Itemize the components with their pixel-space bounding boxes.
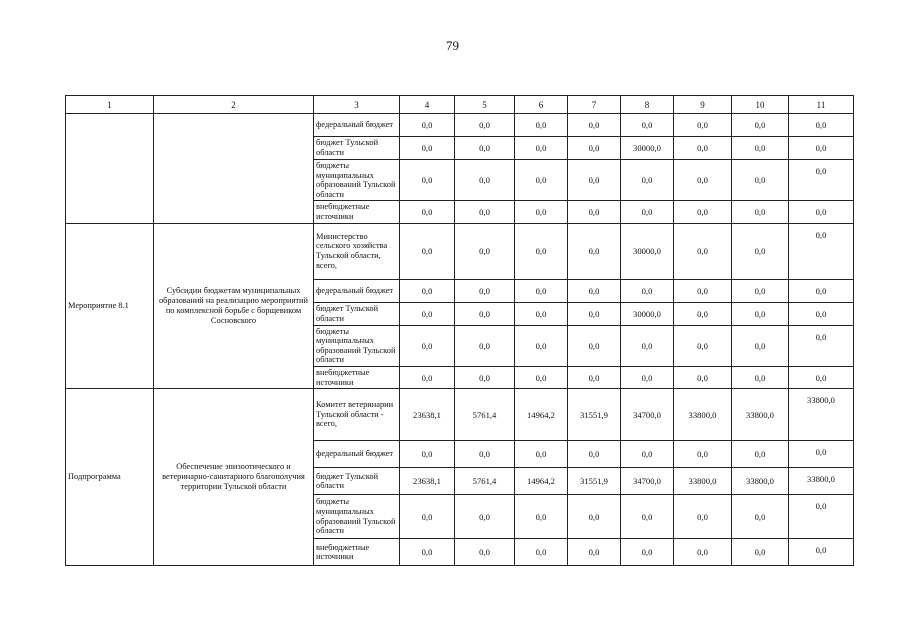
header-cell: 3 [314, 96, 400, 114]
amount-cell: 0,0 [455, 114, 515, 137]
amount-cell: 0,0 [732, 441, 789, 468]
amount-cell: 0,0 [732, 495, 789, 539]
amount-cell: 0,0 [400, 223, 455, 279]
amount-cell: 0,0 [732, 302, 789, 325]
amount-cell: 0,0 [455, 539, 515, 566]
amount-cell: 0,0 [674, 325, 732, 366]
event-cell: Подпрограмма [66, 389, 154, 566]
amount-cell: 0,0 [789, 160, 854, 201]
amount-cell: 0,0 [568, 201, 621, 223]
amount-cell: 0,0 [515, 201, 568, 223]
amount-cell: 0,0 [515, 366, 568, 388]
amount-cell: 0,0 [568, 160, 621, 201]
description-cell: Субсидии бюджетам муниципальных образований на реализацию мероприятий по комплексной борьбе с борщевиком Сосновского [154, 223, 314, 389]
amount-cell: 0,0 [455, 325, 515, 366]
amount-cell: 0,0 [674, 160, 732, 201]
amount-cell: 0,0 [515, 279, 568, 302]
amount-cell: 23638,1 [400, 468, 455, 495]
amount-cell: 0,0 [568, 495, 621, 539]
funding-source-cell: бюджет Тульской области [314, 468, 400, 495]
event-cell [66, 114, 154, 224]
amount-cell: 0,0 [568, 114, 621, 137]
amount-cell: 0,0 [789, 137, 854, 160]
funding-source-cell: федеральный бюджет [314, 279, 400, 302]
amount-cell: 0,0 [568, 366, 621, 388]
amount-cell: 0,0 [568, 279, 621, 302]
amount-cell: 0,0 [621, 441, 674, 468]
page-number: 79 [446, 38, 459, 53]
amount-cell: 5761,4 [455, 468, 515, 495]
amount-cell: 0,0 [400, 495, 455, 539]
funding-source-cell: бюджеты муниципальных образований Тульской области [314, 325, 400, 366]
table-row [66, 223, 854, 279]
amount-cell: 33800,0 [674, 389, 732, 441]
amount-cell: 0,0 [732, 223, 789, 279]
amount-cell: 0,0 [400, 325, 455, 366]
amount-cell: 0,0 [674, 279, 732, 302]
amount-cell: 0,0 [621, 539, 674, 566]
amount-cell: 31551,9 [568, 468, 621, 495]
amount-cell: 0,0 [789, 366, 854, 388]
amount-cell: 33800,0 [732, 389, 789, 441]
amount-cell: 0,0 [732, 366, 789, 388]
amount-cell: 0,0 [455, 441, 515, 468]
description-cell [154, 114, 314, 224]
amount-cell: 0,0 [674, 539, 732, 566]
amount-cell: 0,0 [455, 302, 515, 325]
amount-cell: 0,0 [400, 279, 455, 302]
amount-cell: 0,0 [400, 160, 455, 201]
amount-cell: 0,0 [455, 201, 515, 223]
amount-cell: 0,0 [568, 441, 621, 468]
amount-cell: 0,0 [732, 160, 789, 201]
amount-cell: 33800,0 [789, 468, 854, 495]
amount-cell: 0,0 [789, 279, 854, 302]
funding-source-cell: бюджеты муниципальных образований Тульской области [314, 160, 400, 201]
amount-cell: 0,0 [568, 302, 621, 325]
amount-cell: 0,0 [789, 302, 854, 325]
amount-cell: 0,0 [400, 137, 455, 160]
description-cell: Обеспечение эпизоотического и ветеринарно-санитарного благополучия территории Тульской области [154, 389, 314, 566]
amount-cell: 0,0 [515, 441, 568, 468]
table-row [66, 114, 854, 137]
header-cell: 1 [66, 96, 154, 114]
amount-cell: 0,0 [455, 495, 515, 539]
amount-cell: 0,0 [515, 325, 568, 366]
amount-cell: 0,0 [789, 223, 854, 279]
amount-cell: 0,0 [674, 366, 732, 388]
amount-cell: 0,0 [621, 279, 674, 302]
amount-cell: 0,0 [732, 201, 789, 223]
amount-cell: 0,0 [455, 160, 515, 201]
header-cell: 4 [400, 96, 455, 114]
amount-cell: 0,0 [400, 114, 455, 137]
amount-cell: 0,0 [789, 201, 854, 223]
amount-cell: 0,0 [674, 495, 732, 539]
header-cell: 11 [789, 96, 854, 114]
amount-cell: 0,0 [674, 114, 732, 137]
amount-cell: 0,0 [515, 114, 568, 137]
amount-cell: 0,0 [789, 114, 854, 137]
amount-cell: 0,0 [621, 114, 674, 137]
amount-cell: 34700,0 [621, 389, 674, 441]
amount-cell: 0,0 [674, 137, 732, 160]
amount-cell: 0,0 [568, 539, 621, 566]
amount-cell: 0,0 [400, 441, 455, 468]
amount-cell: 0,0 [789, 539, 854, 566]
amount-cell: 0,0 [455, 223, 515, 279]
amount-cell: 0,0 [515, 223, 568, 279]
header-row [66, 96, 854, 114]
funding-source-cell: федеральный бюджет [314, 114, 400, 137]
amount-cell: 5761,4 [455, 389, 515, 441]
amount-cell: 33800,0 [789, 389, 854, 441]
amount-cell: 0,0 [621, 325, 674, 366]
amount-cell: 0,0 [515, 160, 568, 201]
header-cell: 2 [154, 96, 314, 114]
amount-cell: 0,0 [568, 325, 621, 366]
funding-source-cell: бюджет Тульской области [314, 137, 400, 160]
amount-cell: 33800,0 [674, 468, 732, 495]
amount-cell: 14964,2 [515, 468, 568, 495]
amount-cell: 0,0 [732, 279, 789, 302]
funding-source-cell: бюджеты муниципальных образований Тульской области [314, 495, 400, 539]
amount-cell: 0,0 [568, 223, 621, 279]
funding-source-cell: внебюджетные источники [314, 366, 400, 388]
amount-cell: 0,0 [400, 539, 455, 566]
amount-cell: 0,0 [515, 137, 568, 160]
funding-source-cell: внебюджетные источники [314, 539, 400, 566]
funding-source-cell: Министерство сельского хозяйства Тульской области, всего, [314, 223, 400, 279]
amount-cell: 0,0 [568, 137, 621, 160]
amount-cell: 0,0 [621, 495, 674, 539]
event-cell: Мероприятие 8.1 [66, 223, 154, 389]
amount-cell: 0,0 [674, 302, 732, 325]
amount-cell: 0,0 [515, 539, 568, 566]
header-cell: 5 [455, 96, 515, 114]
amount-cell: 0,0 [400, 201, 455, 223]
amount-cell: 0,0 [455, 366, 515, 388]
amount-cell: 0,0 [674, 201, 732, 223]
amount-cell: 0,0 [621, 201, 674, 223]
amount-cell: 0,0 [732, 137, 789, 160]
amount-cell: 30000,0 [621, 223, 674, 279]
table-body [66, 114, 854, 566]
funding-source-cell: Комитет ветеринарии Тульской области - всего, [314, 389, 400, 441]
amount-cell: 0,0 [515, 302, 568, 325]
amount-cell: 0,0 [732, 325, 789, 366]
header-cell: 9 [674, 96, 732, 114]
amount-cell: 0,0 [455, 279, 515, 302]
funding-source-cell: федеральный бюджет [314, 441, 400, 468]
amount-cell: 0,0 [515, 495, 568, 539]
amount-cell: 0,0 [455, 137, 515, 160]
amount-cell: 30000,0 [621, 137, 674, 160]
amount-cell: 0,0 [621, 366, 674, 388]
amount-cell: 0,0 [732, 114, 789, 137]
amount-cell: 30000,0 [621, 302, 674, 325]
header-cell: 6 [515, 96, 568, 114]
header-cell: 10 [732, 96, 789, 114]
amount-cell: 0,0 [400, 302, 455, 325]
amount-cell: 0,0 [400, 366, 455, 388]
amount-cell: 0,0 [789, 325, 854, 366]
table-row [66, 389, 854, 441]
header-cell: 8 [621, 96, 674, 114]
amount-cell: 0,0 [789, 495, 854, 539]
amount-cell: 0,0 [789, 441, 854, 468]
amount-cell: 0,0 [621, 160, 674, 201]
amount-cell: 0,0 [674, 223, 732, 279]
amount-cell: 33800,0 [732, 468, 789, 495]
amount-cell: 14964,2 [515, 389, 568, 441]
funding-source-cell: бюджет Тульской области [314, 302, 400, 325]
funding-source-cell: внебюджетные источники [314, 201, 400, 223]
amount-cell: 34700,0 [621, 468, 674, 495]
budget-table [65, 95, 854, 566]
amount-cell: 31551,9 [568, 389, 621, 441]
amount-cell: 23638,1 [400, 389, 455, 441]
amount-cell: 0,0 [732, 539, 789, 566]
header-cell: 7 [568, 96, 621, 114]
amount-cell: 0,0 [674, 441, 732, 468]
